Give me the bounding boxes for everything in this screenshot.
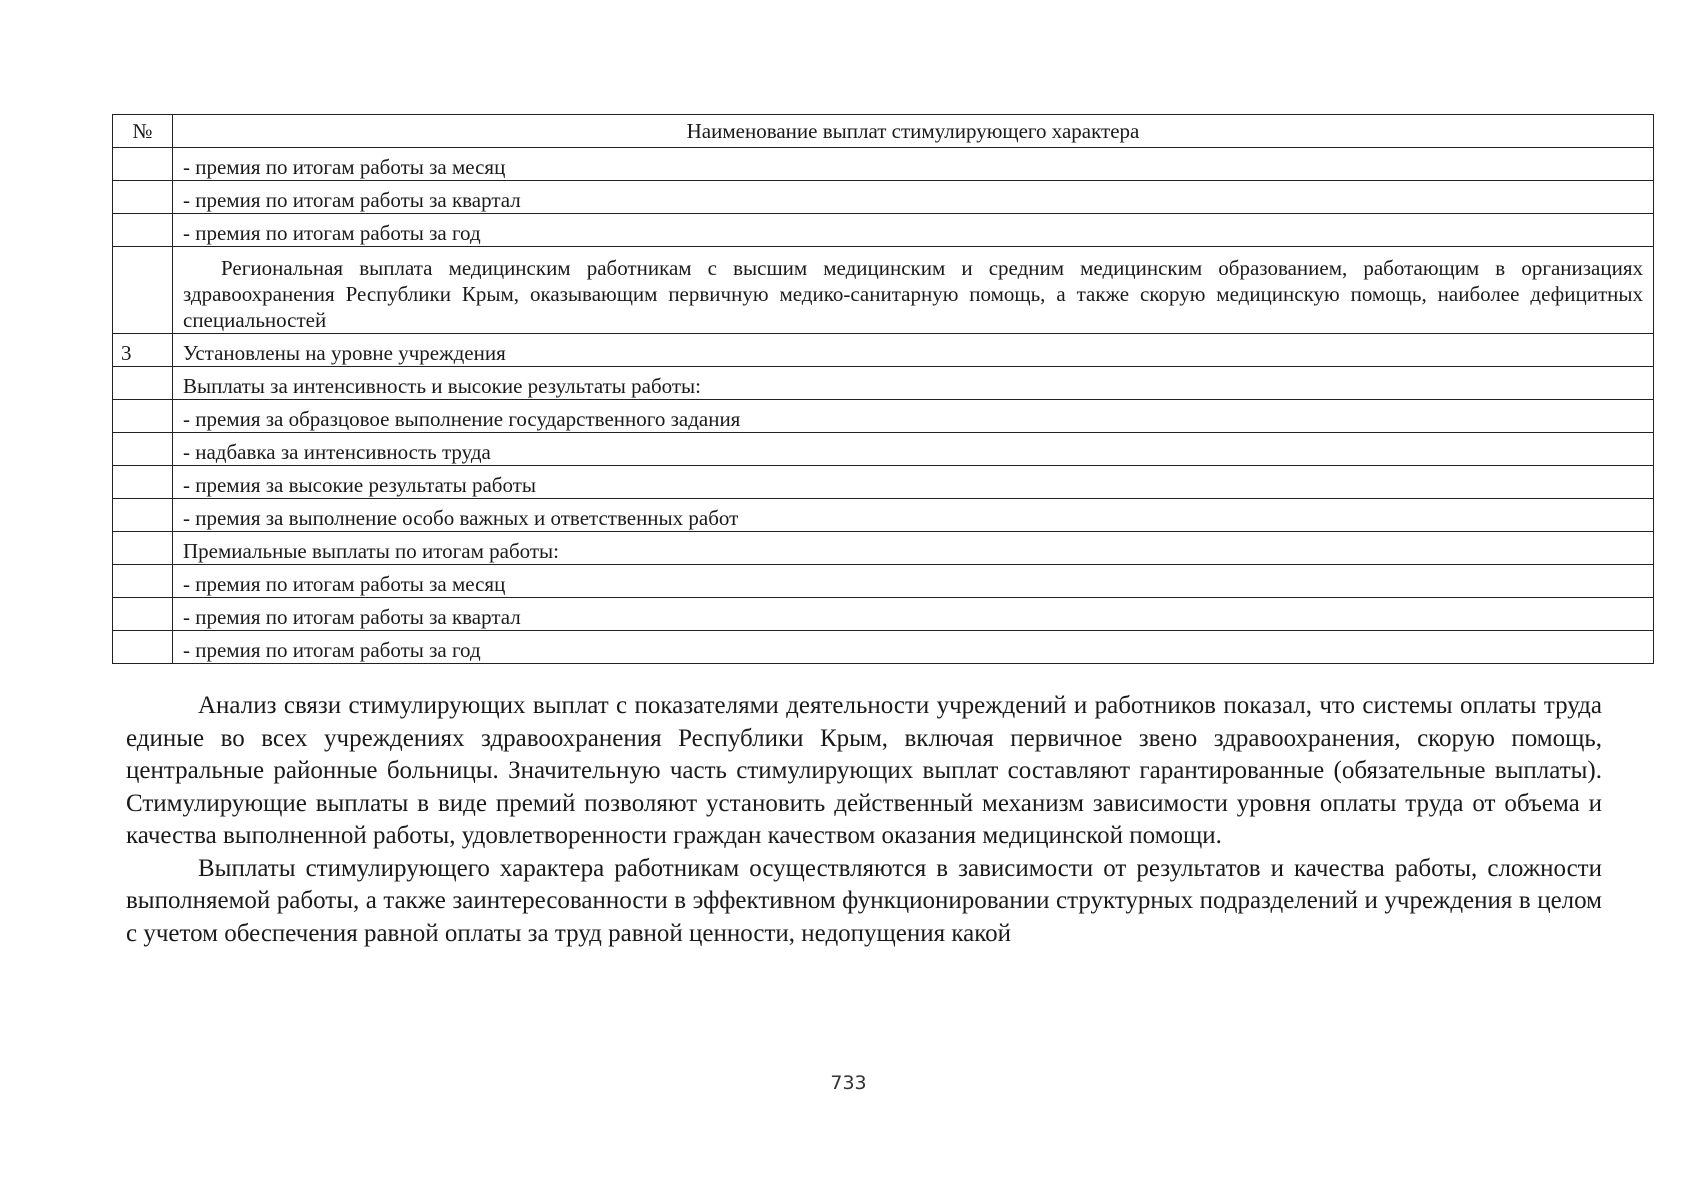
row-number (113, 532, 173, 565)
row-text: Выплаты за интенсивность и высокие результаты работы: (173, 367, 1654, 400)
table-row (113, 334, 1654, 367)
row-text: Региональная выплата медицинским работникам с высшим медицинским и средним медицинским образованием, работающим в организациях здравоохранения Республики Крым, оказывающим первичную медико-санитарную помощь, а также скорую медицинскую помощь, наиболее дефицитных специальностей (173, 247, 1654, 334)
row-text: - премия по итогам работы за месяц (173, 148, 1654, 181)
paragraph: Анализ связи стимулирующих выплат с показателями деятельности учреждений и работников показал, что системы оплаты труда единые во всех учреждениях здравоохранения Республики Крым, включая первичное звено здравоохранения, скорую помощь, центральные районные больницы. Значительную часть стимулирующих выплат составляют гарантированные (обязательные выплаты). Стимулирующие выплаты в виде премий позволяют установить действенный механизм зависимости уровня оплаты труда от объема и качества выполненной работы, удовлетворенности граждан качеством оказания медицинской помощи. (126, 692, 1602, 849)
row-text: - премия по итогам работы за квартал (173, 598, 1654, 631)
row-text: - премия по итогам работы за год (173, 214, 1654, 247)
row-text: - надбавка за интенсивность труда (173, 433, 1654, 466)
table-row (113, 631, 1654, 664)
row-number (113, 214, 173, 247)
row-number (113, 466, 173, 499)
row-text: - премия за выполнение особо важных и ответственных работ (173, 499, 1654, 532)
body-text (126, 690, 1602, 950)
row-number (113, 247, 173, 334)
row-text: Установлены на уровне учреждения (173, 334, 1654, 367)
row-text: Премиальные выплаты по итогам работы: (173, 532, 1654, 565)
row-text: - премия за образцовое выполнение государственного задания (173, 400, 1654, 433)
row-text: - премия по итогам работы за год (173, 631, 1654, 664)
table-row (113, 598, 1654, 631)
row-text: - премия по итогам работы за квартал (173, 181, 1654, 214)
table-row (113, 565, 1654, 598)
table-row (113, 499, 1654, 532)
table-row (113, 148, 1654, 181)
table-row (113, 247, 1654, 334)
row-number (113, 499, 173, 532)
row-text: - премия по итогам работы за месяц (173, 565, 1654, 598)
row-number (113, 433, 173, 466)
row-number (113, 565, 173, 598)
table-row (113, 214, 1654, 247)
table-row (113, 433, 1654, 466)
row-number (113, 631, 173, 664)
header-name: Наименование выплат стимулирующего характера (173, 115, 1654, 148)
row-number (113, 598, 173, 631)
table-row (113, 367, 1654, 400)
row-number (113, 181, 173, 214)
table-header-row (113, 115, 1654, 148)
table-row (113, 400, 1654, 433)
row-number (113, 400, 173, 433)
table-row (113, 181, 1654, 214)
incentive-payments-table (112, 114, 1654, 664)
row-text: - премия за высокие результаты работы (173, 466, 1654, 499)
header-number: № (113, 115, 173, 148)
row-number (113, 367, 173, 400)
row-number (113, 148, 173, 181)
paragraph: Выплаты стимулирующего характера работникам осуществляются в зависимости от результатов и качества работы, сложности выполняемой работы, а также заинтересованности в эффективном функционировании структурных подразделений и учреждения в целом с учетом обеспечения равной оплаты за труд равной ценности, недопущения какой (126, 854, 1602, 947)
table-row (113, 532, 1654, 565)
page-number: 733 (830, 1072, 867, 1094)
row-number: 3 (113, 334, 173, 367)
table-row (113, 466, 1654, 499)
